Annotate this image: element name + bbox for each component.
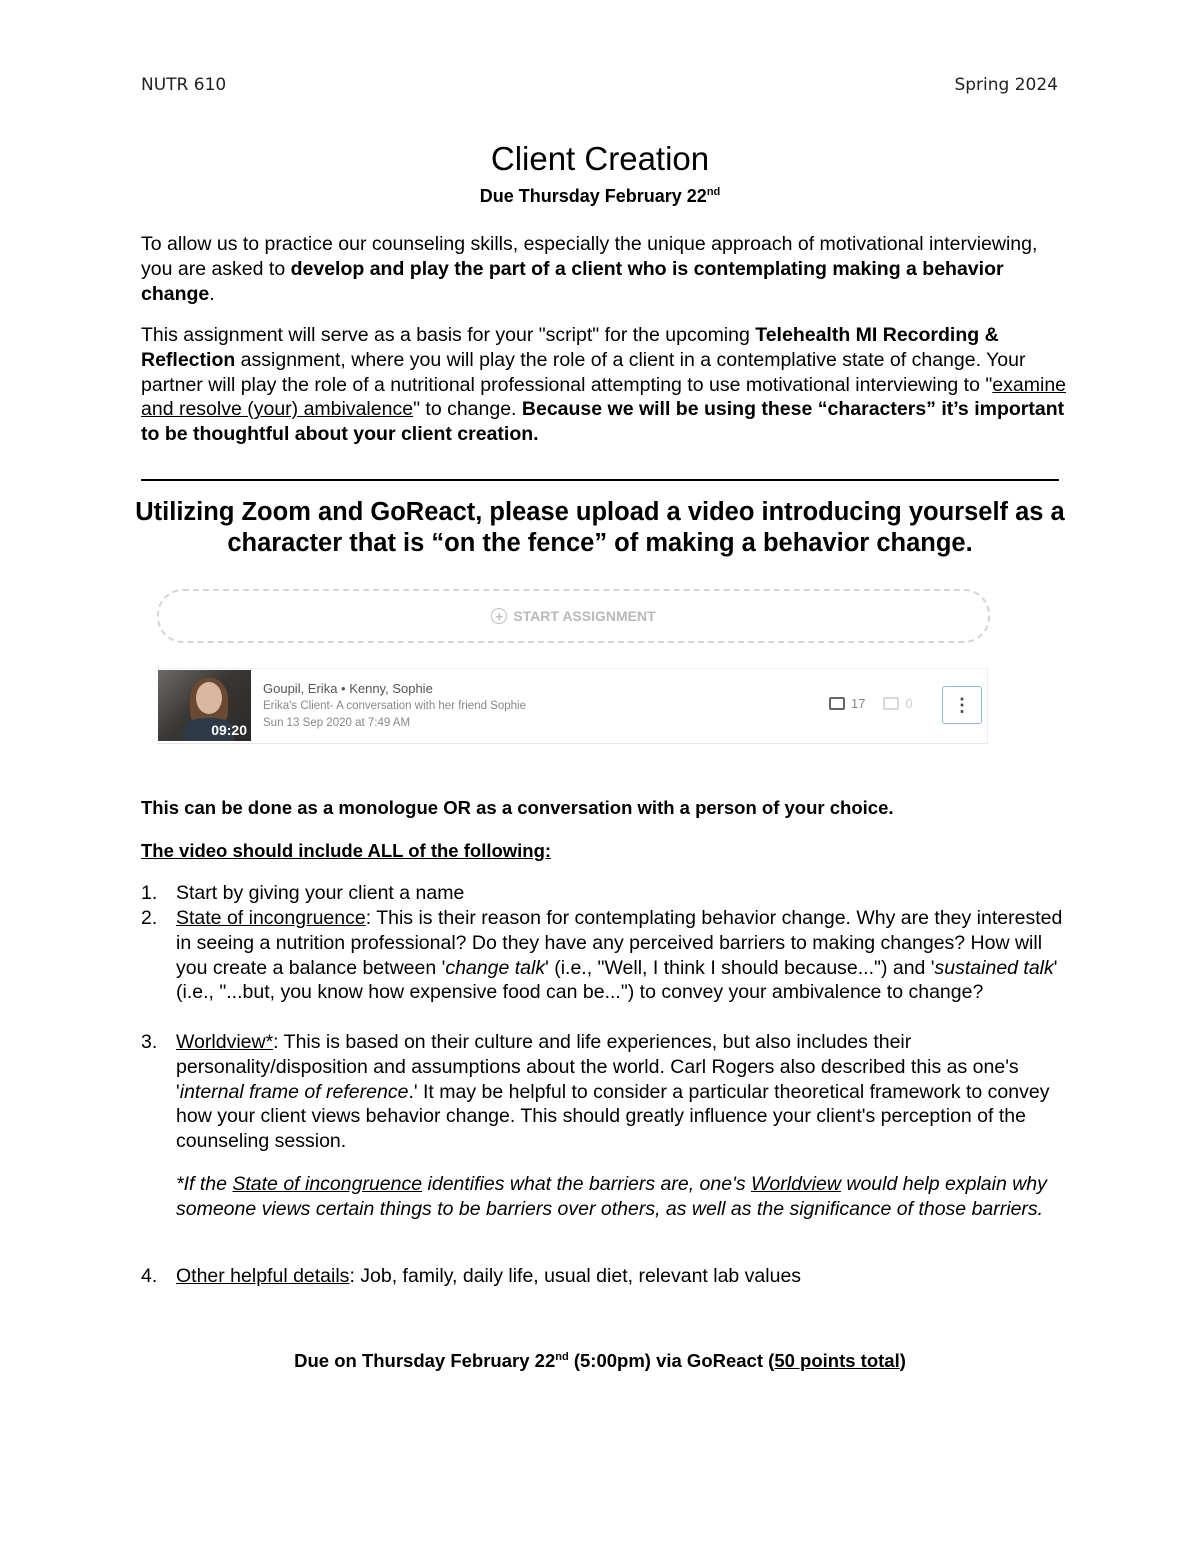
video-date: Sun 13 Sep 2020 at 7:49 AM: [263, 717, 411, 729]
list-item-italic: internal frame of reference: [179, 1080, 409, 1103]
list-number: 3.: [141, 1031, 158, 1053]
note-text: identifies what the barriers are, one's: [422, 1173, 751, 1195]
list-item-italic: change talk: [445, 956, 546, 979]
list-item-text: : This is their reason for contemplating behavior change. Why are they interested in seeing a nutrition professional? Do they have any perceived barriers to making changes? How will you create a balance between ': [176, 907, 1063, 979]
list-number: 1.: [141, 882, 158, 904]
plus-circle-icon: +: [491, 608, 507, 624]
course-code: NUTR 610: [141, 75, 227, 95]
thumbnail-face: [196, 682, 222, 714]
due-subtitle: [0, 186, 1200, 207]
intro-text-2: .: [209, 282, 215, 305]
list-item-italic: sustained talk: [934, 956, 1054, 979]
assignment-bold-2: Because we will be using these “characters” it’s important to be thoughtful about your client creation.: [141, 398, 1065, 446]
list-item-term: Worldview*: [176, 1031, 274, 1053]
worldview-note: [176, 1172, 1056, 1222]
list-item-body: [141, 1264, 1066, 1289]
monologue-note: This can be done as a monologue OR as a conversation with a person of your choice.: [141, 797, 894, 818]
participant-names: Goupil, Erika • Kenny, Sophie: [263, 681, 433, 696]
list-item-text: ' (i.e., "Well, I think I should because...") and ': [545, 956, 935, 979]
requirements-heading: The video should include ALL of the following:: [141, 840, 552, 861]
feedback-icon: [883, 697, 899, 710]
feedback-count: 0: [905, 696, 913, 711]
list-item: [141, 906, 1066, 1005]
comment-icon: [829, 697, 845, 710]
list-item-text: ' (i.e., "...but, you know how expensive food can be...") to convey your ambivalence to change?: [176, 956, 1058, 1004]
due-footer-text: (5:00pm) via GoReact (: [568, 1350, 775, 1371]
due-footer-text: Due on Thursday February 22: [294, 1350, 556, 1371]
due-date-footer: [0, 1350, 1200, 1372]
term: Spring 2024: [954, 75, 1058, 95]
upload-banner: Utilizing Zoom and GoReact, please upload a video introducing yourself as a character that is “on the fence” of making a behavior change.: [135, 498, 1065, 557]
assignment-underline: examine and resolve (your) ambivalence: [141, 373, 1067, 421]
comment-stats: [829, 696, 913, 711]
assignment-text-2: assignment, where you will play the role of a client in a contemplative state of change. Your partner will play the role of a nutritional professional attempting to use motivational interviewing to ": [141, 348, 1026, 396]
note-underline: Worldview: [751, 1173, 841, 1195]
list-number: 4.: [141, 1265, 158, 1287]
list-item: [141, 1264, 1066, 1289]
list-item-text: : Job, family, daily life, usual diet, relevant lab values: [349, 1265, 802, 1287]
due-subtitle-sup: nd: [706, 186, 721, 198]
comment-count: 17: [851, 696, 866, 711]
list-item-text: : This is based on their culture and life experiences, but also includes their personality/disposition and assumptions about the world. Carl Rogers also described this as one's ': [176, 1031, 1019, 1103]
intro-paragraph: [141, 232, 1066, 306]
note-text: would help explain why someone views certain things to be barriers over others, as well as the significance of those barriers.: [176, 1173, 1047, 1220]
list-item: [141, 1030, 1066, 1154]
assignment-text-3: " to change.: [413, 398, 522, 421]
due-footer-text: ): [899, 1350, 906, 1371]
assignment-bold-1: Telehealth MI Recording & Reflection: [141, 324, 999, 371]
list-item-text: Start by giving your client a name: [176, 882, 465, 904]
list-item-term: State of incongruence: [176, 907, 366, 929]
video-thumbnail[interactable]: [158, 670, 251, 741]
start-assignment-button[interactable]: [157, 589, 990, 643]
video-submission-card[interactable]: [157, 668, 988, 744]
video-description: Erika's Client- A conversation with her friend Sophie: [263, 700, 526, 712]
due-footer-sup: nd: [555, 1350, 569, 1363]
list-item-text: .' It may be helpful to consider a particular theoretical framework to convey how your client views behavior change. This should greatly influence your client's perception of the counseling session.: [176, 1080, 1050, 1153]
list-item-term: Other helpful details: [176, 1265, 350, 1287]
start-assignment-label: START ASSIGNMENT: [513, 608, 656, 624]
video-duration: 09:20: [211, 722, 247, 738]
start-assignment-inner: [491, 608, 655, 624]
list-item-body: [141, 906, 1066, 1005]
divider: [141, 479, 1059, 481]
assignment-paragraph: [141, 323, 1066, 447]
more-options-button[interactable]: ⋮: [942, 686, 982, 724]
assignment-text-1: This assignment will serve as a basis for your "script" for the upcoming: [141, 324, 756, 346]
list-item: [141, 881, 1066, 906]
page-title: Client Creation: [490, 140, 710, 177]
due-footer-points: 50 points total: [774, 1350, 900, 1371]
list-number: 2.: [141, 907, 158, 929]
intro-bold: develop and play the part of a client who is contemplating making a behavior change: [141, 257, 1004, 305]
note-underline: State of incongruence: [232, 1173, 423, 1195]
intro-text-1: To allow us to practice our counseling skills, especially the unique approach of motivational interviewing, you are asked to: [141, 233, 1038, 280]
list-item-body: [141, 1030, 1066, 1154]
list-item-body: [141, 881, 1066, 906]
due-subtitle-text: Due Thursday February 22: [479, 186, 707, 206]
note-text: *If the: [176, 1173, 233, 1195]
